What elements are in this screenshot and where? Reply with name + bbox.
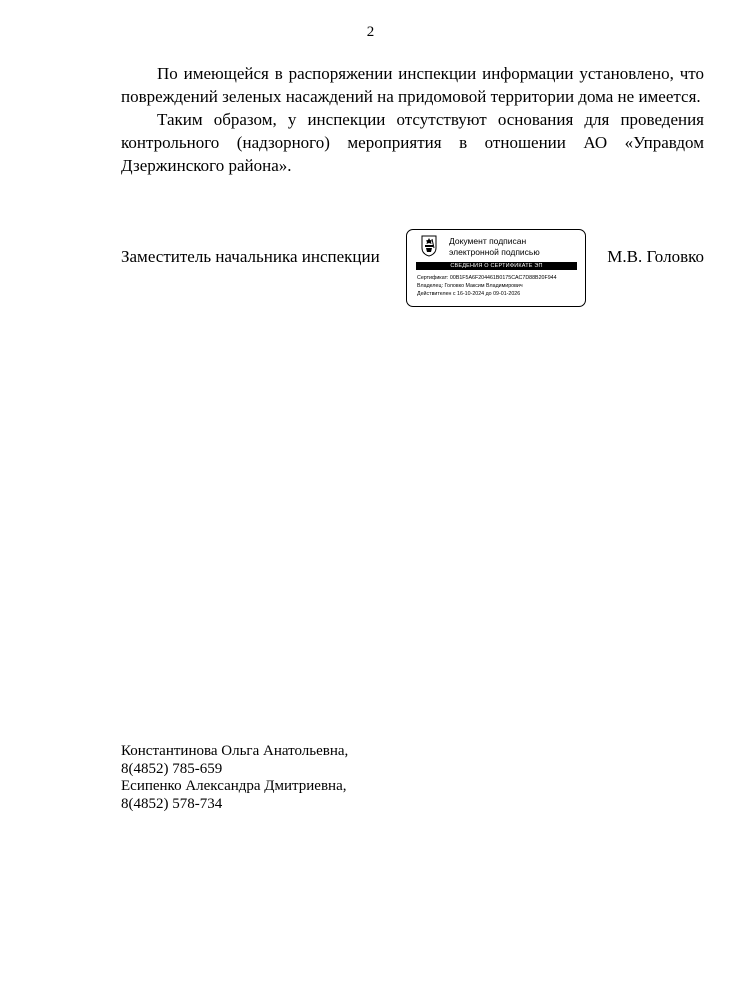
yaroslavl-coat-of-arms-icon [421,235,437,257]
letter-body [121,62,704,177]
certificate-owner: Владелец: Головко Максим Владимирович [417,283,523,289]
certificate-number: Сертификат: 00B1F5A6F204461B0175CAC7D88B20F944 [417,275,557,281]
certificate-info-header: СВЕДЕНИЯ О СЕРТИФИКАТЕ ЭП [416,262,577,270]
certificate-details [417,274,557,298]
signer-position: Заместитель начальника инспекции [121,247,380,266]
electronic-signature-stamp [406,229,586,307]
stamp-title-line2: электронной подписью [449,247,540,257]
certificate-validity: Действителен с 16-10-2024 до 09-01-2026 [417,291,521,297]
contact-person-2: Есипенко Александра Дмитриевна, [121,778,347,794]
paragraph-conclusion: Таким образом, у инспекции отсутствуют основания для проведения контрольного (надзорного) мероприятия в отношении АО «Управдом Дзержинского района». [121,110,704,175]
page-number: 2 [366,24,375,40]
stamp-title-line1: Документ подписан [449,236,527,246]
paragraph-damage-check: По имеющейся в распоряжении инспекции информации установлено, что повреждений зеленых насаждений на придомовой территории дома не имеется. [121,64,704,106]
signature-block [121,229,704,311]
stamp-title [449,236,540,258]
contact-info [121,743,348,813]
signer-name: М.В. Головко [607,247,704,266]
contact-phone-1: 8(4852) 785-659 [121,760,223,777]
contact-phone-2: 8(4852) 578-734 [121,795,223,812]
contact-person-1: Константинова Ольга Анатольевна, [121,743,349,759]
